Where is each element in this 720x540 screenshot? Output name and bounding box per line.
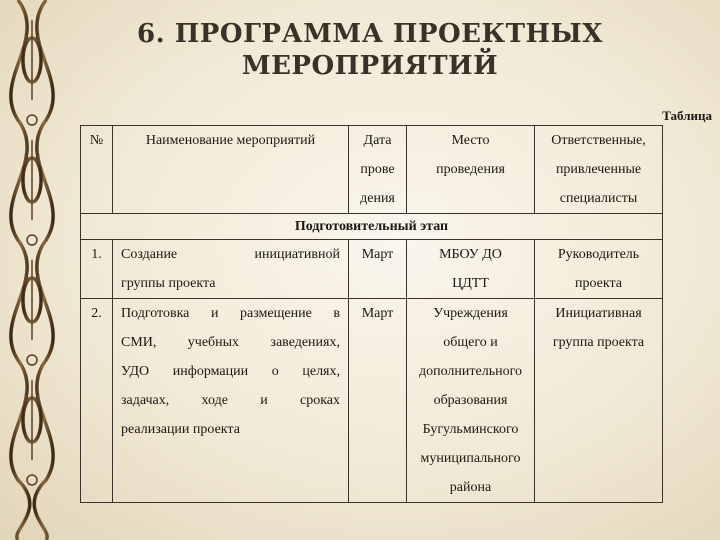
celtic-knot-border-icon [0, 0, 70, 540]
header-place: Место проведения [407, 126, 535, 214]
row-1-name-word-2: инициативной [254, 247, 340, 262]
title-line-1: 6. ПРОГРАММА ПРОЕКТНЫХ [137, 19, 603, 49]
row-1-name-word-1: Создание [121, 247, 178, 262]
header-num: № [81, 126, 113, 214]
row-2-name-line-2: СМИ, учебных заведениях, [121, 335, 340, 350]
stage-label: Подготовительный этап [81, 214, 663, 240]
row-1-name-line-2: группы проекта [121, 276, 216, 291]
row-2-place: Учреждения общего и дополнительного образования Бугульминского муниципального района [407, 299, 535, 503]
header-date: Дата прове дения [349, 126, 407, 214]
row-2-num: 2. [81, 299, 113, 503]
table-caption: Таблица [662, 108, 712, 123]
title-line-2: МЕРОПРИЯТИЙ [241, 51, 499, 81]
header-name: Наименование мероприятий [113, 126, 349, 214]
row-1-date: Март [349, 240, 407, 299]
row-2-name-line-3: УДО информации о целях, [121, 364, 340, 379]
table-row [81, 240, 663, 299]
row-2-name-line-4: задачах, ходе и сроках [121, 393, 340, 408]
row-2-name [113, 299, 349, 503]
row-2-name-line-1: Подготовка и размещение в [121, 306, 340, 321]
stage-row [81, 214, 663, 240]
page-title [80, 18, 660, 82]
header-responsible: Ответственные, привлеченные специалисты [535, 126, 663, 214]
row-2-responsible: Инициативная группа проекта [535, 299, 663, 503]
events-table [80, 125, 663, 503]
row-1-num: 1. [81, 240, 113, 299]
table-row [81, 299, 663, 503]
row-2-date: Март [349, 299, 407, 503]
row-1-place: МБОУ ДО ЦДТТ [407, 240, 535, 299]
row-1-name [113, 240, 349, 299]
row-2-name-line-5: реализации проекта [121, 422, 240, 437]
table-header-row [81, 126, 663, 214]
row-1-responsible: Руководитель проекта [535, 240, 663, 299]
